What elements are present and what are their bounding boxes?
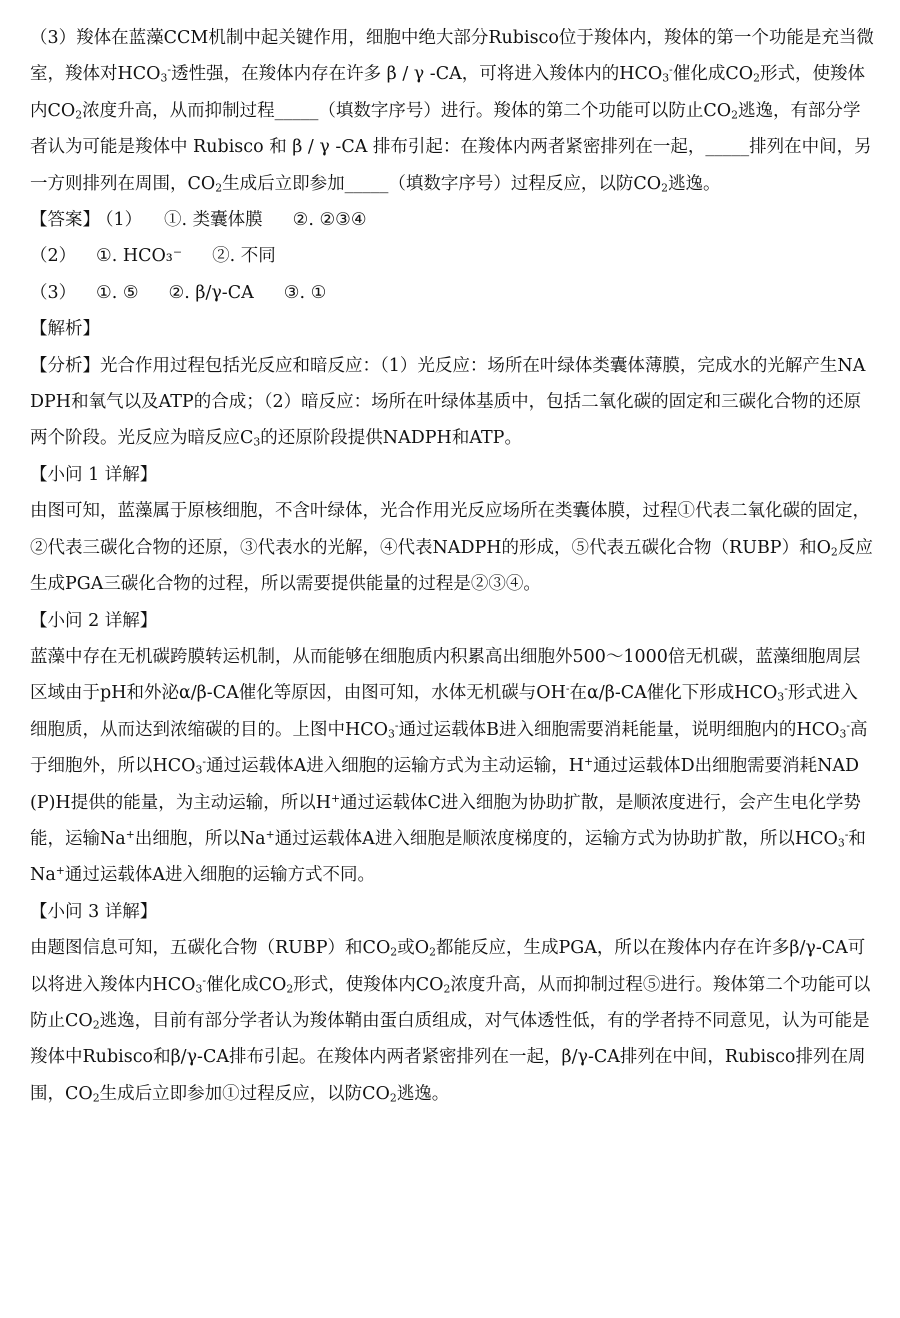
question-3-paragraph: [30, 20, 874, 202]
subscript: 2: [731, 108, 739, 122]
text-run: 在α/β-CA催化下形成HCO: [569, 683, 778, 704]
superscript: -: [565, 682, 570, 696]
superscript: +: [55, 864, 65, 878]
text-run: （3）羧体在蓝藻CCM机制中起关键作用，细胞中绝大部分Rubisco位于羧体内，羧体的第一个功能是充当微室，羧体对HCO: [30, 28, 874, 85]
subscript: 3: [195, 763, 203, 777]
text-run: 高于细胞外，所以HCO: [30, 719, 868, 777]
detail-1-heading: 【小问 1 详解】: [30, 464, 158, 485]
text-run: 都能反应，生成PGA，所以在羧体内存在许多β/γ-CA可以将进入羧体内HCO: [30, 938, 866, 995]
answer-label: 【答案】: [30, 210, 100, 231]
subscript: 3: [777, 691, 785, 705]
text-run: 由题图信息可知，五碳化合物（RUBP）和CO: [30, 938, 391, 959]
subscript: 2: [429, 945, 436, 959]
answer-row-number: （3）: [30, 282, 77, 303]
answer-item: ②. β/γ-CA: [168, 282, 254, 303]
text-run: 由图可知，蓝藻属于原核细胞，不含叶绿体，光合作用光反应场所在类囊体膜，过程①代表二氧化碳的固定，②代表三碳化合物的还原，③代表水的光解，④代表NADPH的形成，⑤代表五碳化合物（RUBP）和O: [30, 501, 870, 558]
text-run: 逃逸。: [668, 173, 721, 194]
superscript: -: [846, 718, 851, 732]
text-run: 生成后立即参加①过程反应，以防CO: [99, 1083, 390, 1104]
subscript: 3: [662, 72, 670, 86]
text-run: 生成后立即参加_____（填数字序号）过程反应，以防CO: [222, 173, 662, 194]
text-run: 蓝藻中存在无机碳跨膜转运机制，从而能够在细胞质内积累高出细胞外500～1000倍无机碳，蓝藻细胞周层区域由于pH和外泌α/β-CA催化等原因，由图可知，水体无机碳与OH: [30, 646, 861, 704]
answer-item: ③. ①: [283, 282, 327, 303]
superscript: -: [202, 755, 207, 769]
answer-item: ②. 不同: [212, 246, 276, 267]
text-run: 的还原阶段提供NADPH和ATP。: [260, 428, 522, 449]
superscript: -: [394, 718, 399, 732]
subscript: 2: [753, 72, 760, 86]
text-run: 或O: [397, 938, 430, 959]
text-run: 和Na: [30, 828, 866, 886]
subscript: 2: [389, 1091, 397, 1105]
superscript: -: [202, 973, 207, 987]
text-run: 逃逸，有部分学者认为可能是羧体中 Rubisco 和 β / γ -CA 排布引起：在羧体内两者紧密排列在一起，_____排列在中间，另一方则排列在周围，CO: [30, 100, 872, 194]
subscript: 3: [388, 727, 395, 741]
answer-item: ①. HCO₃⁻: [96, 246, 183, 267]
answer-item: ②. ②③④: [292, 210, 367, 231]
answer-row-3: [30, 275, 874, 311]
subscript: 3: [837, 836, 845, 850]
text-run: 催化成CO: [672, 64, 754, 85]
subscript: 2: [390, 945, 398, 959]
text-run: 通过运载体A进入细胞是顺浓度梯度的，运输方式为协助扩散，所以HCO: [274, 828, 838, 849]
subscript: 2: [443, 982, 451, 996]
text-run: 【分析】光合作用过程包括光反应和暗反应：（1）光反应：场所在叶绿体类囊体薄膜，完成水的光解产生NADPH和氧气以及ATP的合成；（2）暗反应：场所在叶绿体基质中，包括二氧化碳的固定和三碳化合物的还原两个阶段。光反应为暗反应C: [30, 355, 866, 449]
superscript: -: [167, 63, 172, 77]
subscript: 3: [253, 436, 261, 450]
text-run: 逃逸，目前有部分学者认为羧体鞘由蛋白质组成，对气体透性低，有的学者持不同意见，认为可能是羧体中Rubisco和β/γ-CA排布引起。在羧体内两者紧密排列在一起，β/γ-CA排列在中间，Rubisco排列在周围，CO: [30, 1010, 870, 1104]
answer-row-2: [30, 238, 874, 274]
detail-3-heading: 【小问 3 详解】: [30, 901, 158, 922]
text-run: 出细胞，所以Na: [134, 828, 266, 849]
text-run: 通过运载体A进入细胞的运输方式不同。: [64, 865, 375, 886]
text-run: 催化成CO: [206, 974, 287, 995]
subscript: 3: [195, 982, 203, 996]
subscript: 2: [661, 181, 669, 195]
subscript: 2: [286, 982, 294, 996]
text-run: 浓度升高，从而抑制过程⑤进行。羧体第二个功能可以防止CO: [30, 974, 871, 1031]
text-run: 通过运载体C进入细胞为协助扩散，是顺浓度进行，会产生电化学势能，运输Na: [30, 792, 861, 849]
superscript: +: [265, 827, 275, 841]
analysis-label: 【解析】: [30, 319, 100, 340]
text-run: 反应生成PGA三碳化合物的过程，所以需要提供能量的过程是②③④。: [30, 537, 873, 595]
answer-row-number: （2）: [30, 246, 77, 267]
superscript: +: [125, 827, 135, 841]
superscript: +: [330, 791, 341, 805]
superscript: -: [784, 682, 788, 696]
superscript: -: [844, 827, 849, 841]
text-run: 透性强，在羧体内存在许多 β / γ -CA，可将进入羧体内的HCO: [171, 64, 663, 85]
text-run: 浓度升高，从而抑制过程_____（填数字序号）进行。羧体的第二个功能可以防止CO: [82, 100, 732, 121]
text-run: 形式进入细胞质，从而达到浓缩碳的目的。上图中HCO: [30, 683, 858, 740]
subscript: 2: [92, 1018, 100, 1032]
detail-1-paragraph: [30, 493, 874, 602]
superscript: +: [583, 755, 594, 769]
subscript: 3: [160, 72, 168, 86]
text-run: 形式，使羧体内CO: [293, 974, 444, 995]
detail-2-paragraph: [30, 639, 874, 894]
subscript: 3: [839, 727, 847, 741]
detail-2-heading: 【小问 2 详解】: [30, 610, 158, 631]
subscript: 2: [830, 545, 838, 559]
detail-3-paragraph: [30, 930, 874, 1112]
subscript: 2: [75, 108, 83, 122]
text-run: 通过运载体A进入细胞的运输方式为主动运输，H: [206, 756, 584, 777]
answer-row-1: [30, 202, 874, 238]
subscript: 2: [215, 181, 223, 195]
superscript: -: [669, 63, 673, 77]
text-run: 形式，使羧体内CO: [30, 64, 865, 121]
answer-block: [30, 202, 874, 311]
text-run: 通过运载体D出细胞需要消耗NAD(P)H提供的能量，为主动运输，所以H: [30, 756, 860, 813]
text-run: 逃逸。: [396, 1083, 450, 1104]
subscript: 2: [92, 1091, 100, 1105]
text-run: 通过运载体B进入细胞需要消耗能量，说明细胞内的HCO: [398, 719, 840, 740]
answer-item: ①. ⑤: [96, 282, 139, 303]
analysis-paragraph: [30, 348, 874, 457]
answer-row-number: （1）: [96, 210, 143, 231]
answer-item: ①. 类囊体膜: [164, 210, 263, 231]
